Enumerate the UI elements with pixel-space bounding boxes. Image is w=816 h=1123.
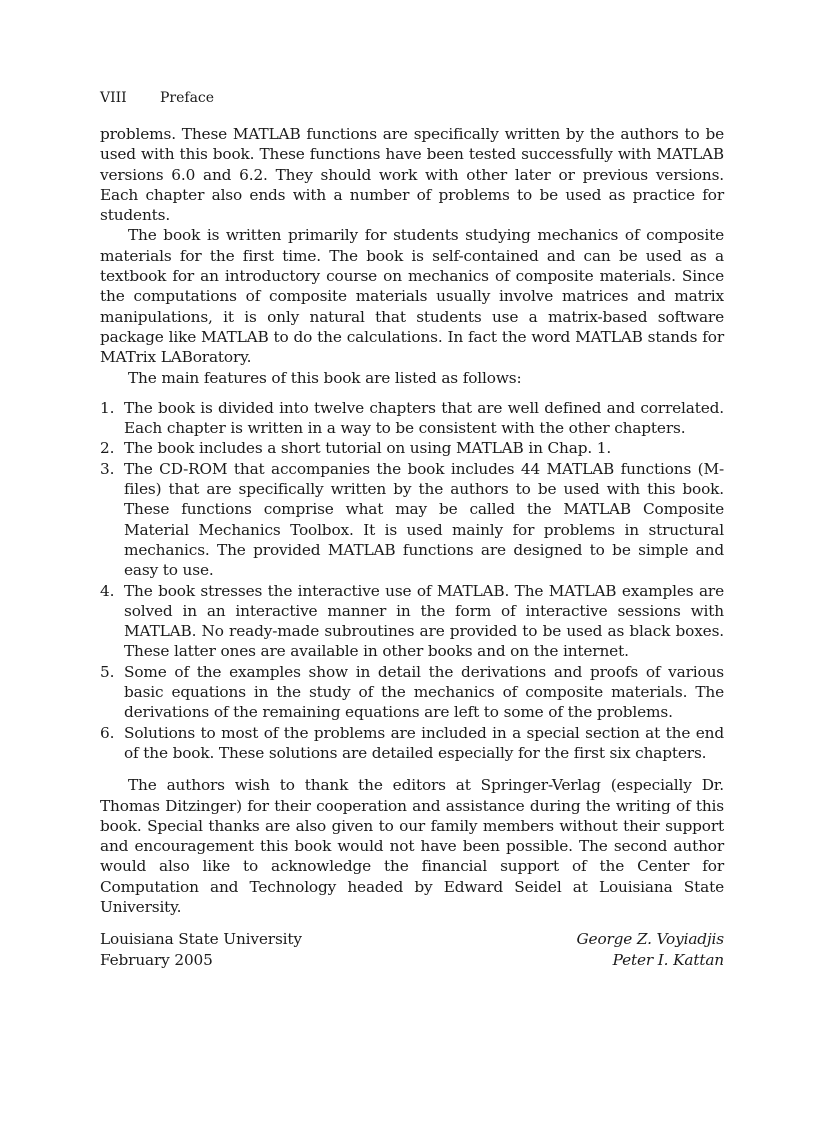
list-item-number: 1. (100, 398, 115, 417)
page-number: VIII (100, 90, 127, 106)
list-item-number: 6. (100, 723, 115, 742)
list-item-text: The CD-ROM that accompanies the book includes 44 MATLAB functions (M-files) that are specifically written by the authors to be used with this book. These functions comprise what may be called the MATLAB Composite Material Mechanics Toolbox. It is used mainly for problems in structural mechanics. The provided MATLAB functions are designed to be simple and easy to use. (124, 459, 724, 580)
body-text (100, 124, 724, 970)
list-item (100, 459, 724, 581)
list-item-number: 4. (100, 581, 115, 600)
signature-place: Louisiana State University (100, 930, 302, 949)
paragraph-continued: problems. These MATLAB functions are specifically written by the authors to be used with this book. These functions have been tested successfully with MATLAB versions 6.0 and 6.2. They should work with other later or previous versions. Each chapter also ends with a number of problems to be used as practice for students. (100, 125, 724, 225)
signature-authors (576, 929, 724, 970)
list-item-text: Solutions to most of the problems are included in a special section at the end of the book. These solutions are detailed especially for the first six chapters. (124, 723, 724, 762)
signature-author: Peter I. Kattan (612, 950, 724, 969)
paragraph-acknowledgment: The authors wish to thank the editors at Springer-Verlag (especially Dr. Thomas Ditzinger) for their cooperation and assistance during the writing of this book. Special thanks are also given to our family members without their support and encouragement this book would not have been possible. The second author would also like to acknowledge the financial support of the Center for Computation and Technology headed by Edward Seidel at Louisiana State University. (100, 776, 724, 916)
list-item (100, 662, 724, 723)
list-item (100, 438, 724, 458)
signature-affiliation (100, 929, 302, 970)
list-item (100, 581, 724, 662)
features-list (100, 398, 724, 763)
paragraph-purpose: The book is written primarily for students studying mechanics of composite materials for the first time. The book is self-contained and can be used as a textbook for an introductory course on mechanics of composite materials. Since the computations of composite materials usually involve matrices and matrix manipulations, it is only natural that students use a matrix-based software package like MATLAB to do the calculations. In fact the word MATLAB stands for MATrix LABoratory. (100, 226, 724, 367)
list-item-text: The book is divided into twelve chapters that are well defined and correlated. Each chapter is written in a way to be consistent with the other chapters. (124, 398, 724, 438)
section-title: Preface (160, 90, 215, 106)
running-head (100, 89, 214, 107)
list-item (100, 723, 724, 764)
signature-date: February 2005 (100, 950, 213, 969)
list-item-number: 3. (100, 459, 115, 478)
paragraph-features-intro: The main features of this book are listed as follows: (128, 368, 522, 387)
list-item-text: The book includes a short tutorial on using MATLAB in Chap. 1. (124, 439, 612, 458)
signature-block (100, 929, 724, 970)
list-item-text: The book stresses the interactive use of MATLAB. The MATLAB examples are solved in an interactive manner in the form of interactive sessions with MATLAB. No ready-made subroutines are provided to be used as black boxes. These latter ones are available in other books and on the internet. (124, 581, 724, 661)
list-item-number: 5. (100, 662, 115, 681)
signature-author: George Z. Voyiadjis (576, 930, 724, 949)
list-item (100, 398, 724, 439)
list-item-number: 2. (100, 439, 115, 458)
list-item-text: Some of the examples show in detail the derivations and proofs of various basic equations in the study of the mechanics of composite materials. The derivations of the remaining equations are left to some of the problems. (124, 662, 724, 722)
